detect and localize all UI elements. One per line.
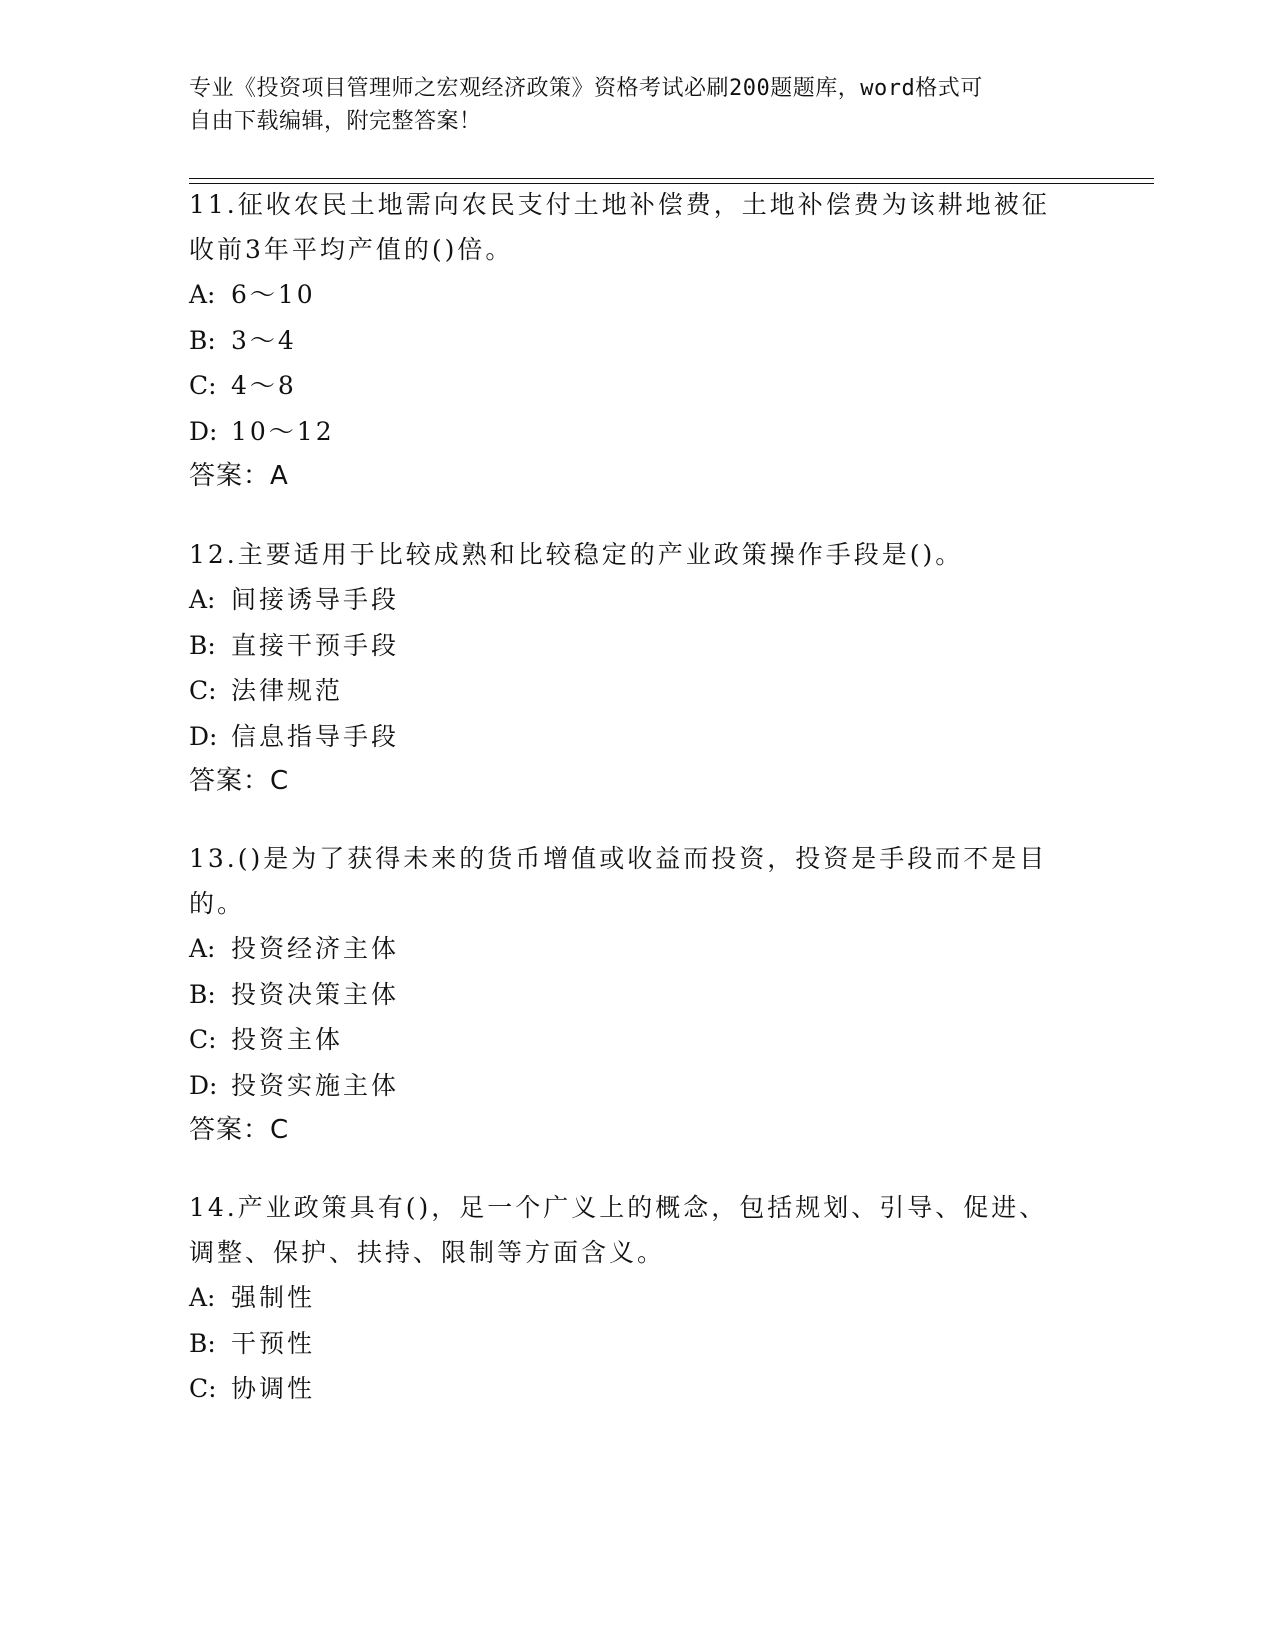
option-a xyxy=(189,926,1089,972)
option-text: 6～10 xyxy=(231,280,316,309)
option-text: 投资实施主体 xyxy=(231,1070,400,1100)
answer-line: 答案：A xyxy=(189,461,289,491)
option-letter: D: xyxy=(189,721,218,751)
option-text: 间接诱导手段 xyxy=(231,585,400,614)
option-text: 协调性 xyxy=(231,1374,316,1403)
option-b xyxy=(189,1321,1089,1367)
option-text: 投资主体 xyxy=(231,1025,344,1054)
option-letter: A: xyxy=(189,585,216,614)
question-stem-line: 收前3年平均产值的()倍。 xyxy=(189,235,514,264)
answer-line: 答案：C xyxy=(189,766,290,796)
option-letter: B: xyxy=(189,630,216,660)
option-letter: B: xyxy=(189,325,216,355)
option-letter: A: xyxy=(189,1283,216,1312)
option-b xyxy=(189,972,1089,1018)
question-stem-line: 13.()是为了获得未来的货币增值或收益而投资，投资是手段而不是目 xyxy=(189,844,1048,873)
question-12 xyxy=(189,532,1089,804)
option-letter: C: xyxy=(189,676,217,705)
option-text: 投资经济主体 xyxy=(231,934,400,963)
question-stem-line: 调整、保护、扶持、限制等方面含义。 xyxy=(189,1238,666,1267)
option-d xyxy=(189,1063,1089,1109)
question-stem-line: 11.征收农民土地需向农民支付土地补偿费，土地补偿费为该耕地被征 xyxy=(189,190,1050,219)
option-text: 10～12 xyxy=(231,416,335,446)
answer-line: 答案：C xyxy=(189,1115,290,1145)
option-letter: C: xyxy=(189,371,217,400)
option-a xyxy=(189,577,1089,623)
question-stem-line: 14.产业政策具有()，足一个广义上的概念，包括规划、引导、促进、 xyxy=(189,1193,1048,1222)
question-13 xyxy=(189,836,1089,1153)
option-text: 强制性 xyxy=(231,1283,316,1312)
question-stem-line: 的。 xyxy=(189,889,246,918)
option-letter: D: xyxy=(189,416,218,446)
option-letter: A: xyxy=(189,934,216,963)
header-line-1: 专业《投资项目管理师之宏观经济政策》资格考试必刷200题题库，word格式可 xyxy=(189,76,983,101)
option-a xyxy=(189,1275,1089,1321)
question-stem-line: 12.主要适用于比较成熟和比较稳定的产业政策操作手段是()。 xyxy=(189,540,964,569)
option-d xyxy=(189,714,1089,760)
option-b xyxy=(189,623,1089,669)
option-letter: B: xyxy=(189,1328,216,1358)
option-c xyxy=(189,668,1089,714)
option-text: 法律规范 xyxy=(231,676,344,705)
option-text: 3～4 xyxy=(231,325,297,355)
option-text: 投资决策主体 xyxy=(231,979,400,1009)
option-c xyxy=(189,363,1089,409)
option-letter: C: xyxy=(189,1374,217,1403)
option-c xyxy=(189,1366,1089,1412)
option-text: 4～8 xyxy=(231,371,297,400)
option-text: 直接干预手段 xyxy=(231,630,400,660)
option-b xyxy=(189,318,1089,364)
option-d xyxy=(189,409,1089,455)
option-a xyxy=(189,272,1089,318)
header-divider-thick xyxy=(189,178,1154,179)
option-letter: A: xyxy=(189,280,216,309)
option-letter: C: xyxy=(189,1025,217,1054)
document-header xyxy=(189,72,1089,138)
option-letter: D: xyxy=(189,1070,218,1100)
option-text: 信息指导手段 xyxy=(231,721,400,751)
option-text: 干预性 xyxy=(231,1328,316,1358)
option-c xyxy=(189,1017,1089,1063)
question-14 xyxy=(189,1185,1089,1412)
question-11 xyxy=(189,182,1089,499)
option-letter: B: xyxy=(189,979,216,1009)
header-line-2: 自由下载编辑，附完整答案！ xyxy=(189,109,482,134)
